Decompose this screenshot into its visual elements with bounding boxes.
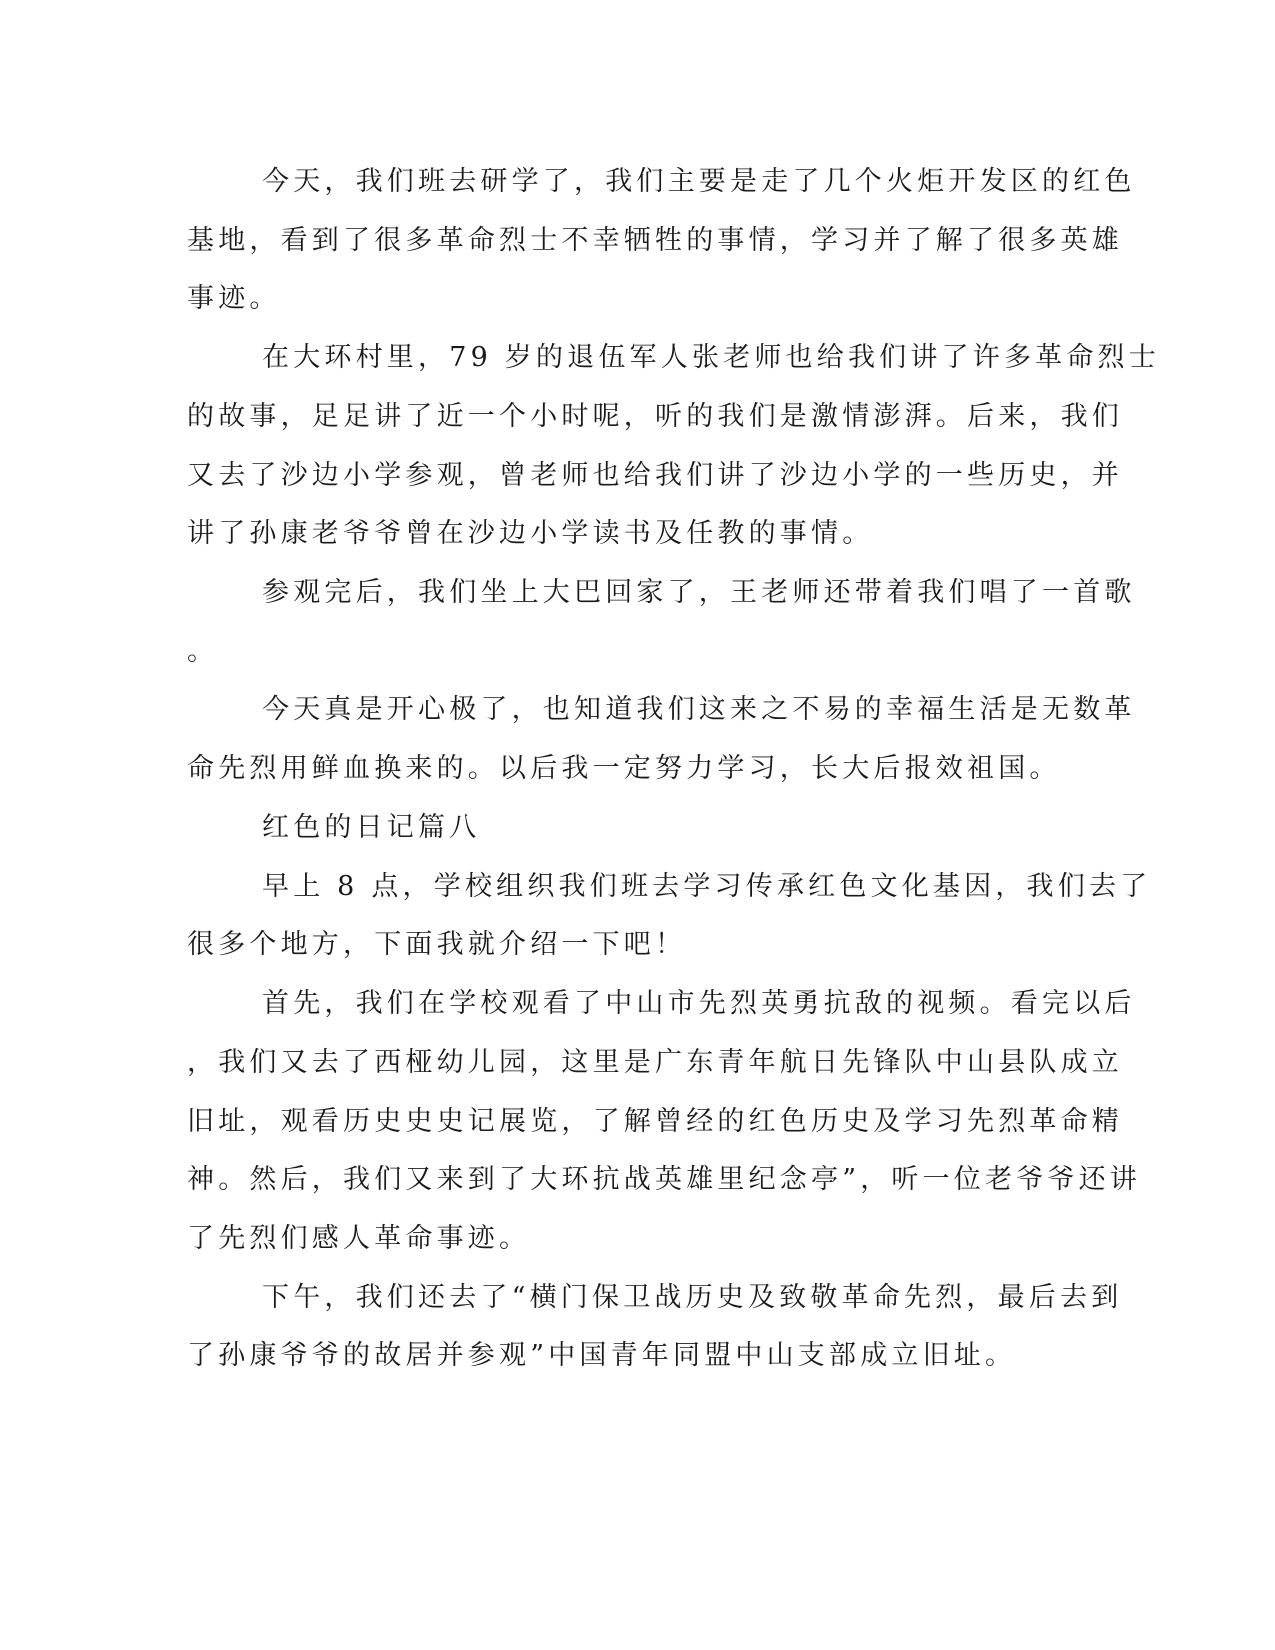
text-line (0, 400, 1275, 434)
line-text: 旧址，观看历史史史记展览，了解曾经的红色历史及学习先烈革命精 (187, 1106, 1123, 1137)
text-line (0, 282, 1275, 316)
text-line (0, 165, 1275, 199)
heading-text: 红色的日记篇八 (262, 812, 481, 843)
line-text: 基地，看到了很多革命烈士不幸牺牲的事情，学习并了解了很多英雄 (187, 225, 1123, 256)
line-text: ，我们又去了西桠幼儿园，这里是广东青年航日先锋队中山县队成立 (187, 1047, 1123, 1078)
text-line (0, 635, 1275, 669)
line-text: 参观完后，我们坐上大巴回家了，王老师还带着我们唱了一首歌 (262, 577, 1136, 608)
text-line (0, 1222, 1275, 1256)
text-line (0, 870, 1275, 904)
text-line (0, 459, 1275, 493)
line-text: 了孙康爷爷的故居并参观”中国青年同盟中山支部成立旧址。 (187, 1340, 1017, 1371)
text-line (0, 1339, 1275, 1373)
text-line (0, 1163, 1275, 1197)
line-text: 首先，我们在学校观看了中山市先烈英勇抗敌的视频。看完以后 (262, 988, 1136, 1019)
text-line (0, 987, 1275, 1021)
line-text: 了先烈们感人革命事迹。 (187, 1223, 531, 1254)
line-text: 下午，我们还去了“横门保卫战历史及致敬革命先烈，最后去到 (262, 1282, 1123, 1313)
line-text: 讲了孙康老爷爷曾在沙边小学读书及任教的事情。 (187, 518, 874, 549)
line-text: 神。然后，我们又来到了大环抗战英雄里纪念亭”，听一位老爷爷还讲 (187, 1164, 1142, 1195)
text-line (0, 1046, 1275, 1080)
text-line (0, 341, 1275, 375)
text-line (0, 1281, 1275, 1315)
text-line (0, 576, 1275, 610)
line-text: 今天真是开心极了，也知道我们这来之不易的幸福生活是无数革 (262, 694, 1136, 725)
line-text: 事迹。 (187, 283, 281, 314)
line-text: 命先烈用鲜血换来的。以后我一定努力学习，长大后报效祖国。 (187, 753, 1061, 784)
line-text: 今天，我们班去研学了，我们主要是走了几个火炬开发区的红色 (262, 166, 1136, 197)
text-line (0, 224, 1275, 258)
line-text: 又去了沙边小学参观，曾老师也给我们讲了沙边小学的一些历史，并 (187, 460, 1123, 491)
text-line (0, 693, 1275, 727)
line-text: 早上 8 点，学校组织我们班去学习传承红色文化基因，我们去了 (262, 871, 1152, 902)
line-text: 的故事，足足讲了近一个小时呢，听的我们是激情澎湃。后来，我们 (187, 401, 1123, 432)
text-line (0, 1105, 1275, 1139)
text-line (0, 928, 1275, 962)
section-heading (0, 811, 1275, 845)
line-text: 很多个地方，下面我就介绍一下吧！ (187, 929, 687, 960)
text-line (0, 517, 1275, 551)
line-text: 在大环村里，79 岁的退伍军人张老师也给我们讲了许多革命烈士 (262, 342, 1160, 373)
line-text: 。 (187, 636, 219, 667)
text-line (0, 752, 1275, 786)
